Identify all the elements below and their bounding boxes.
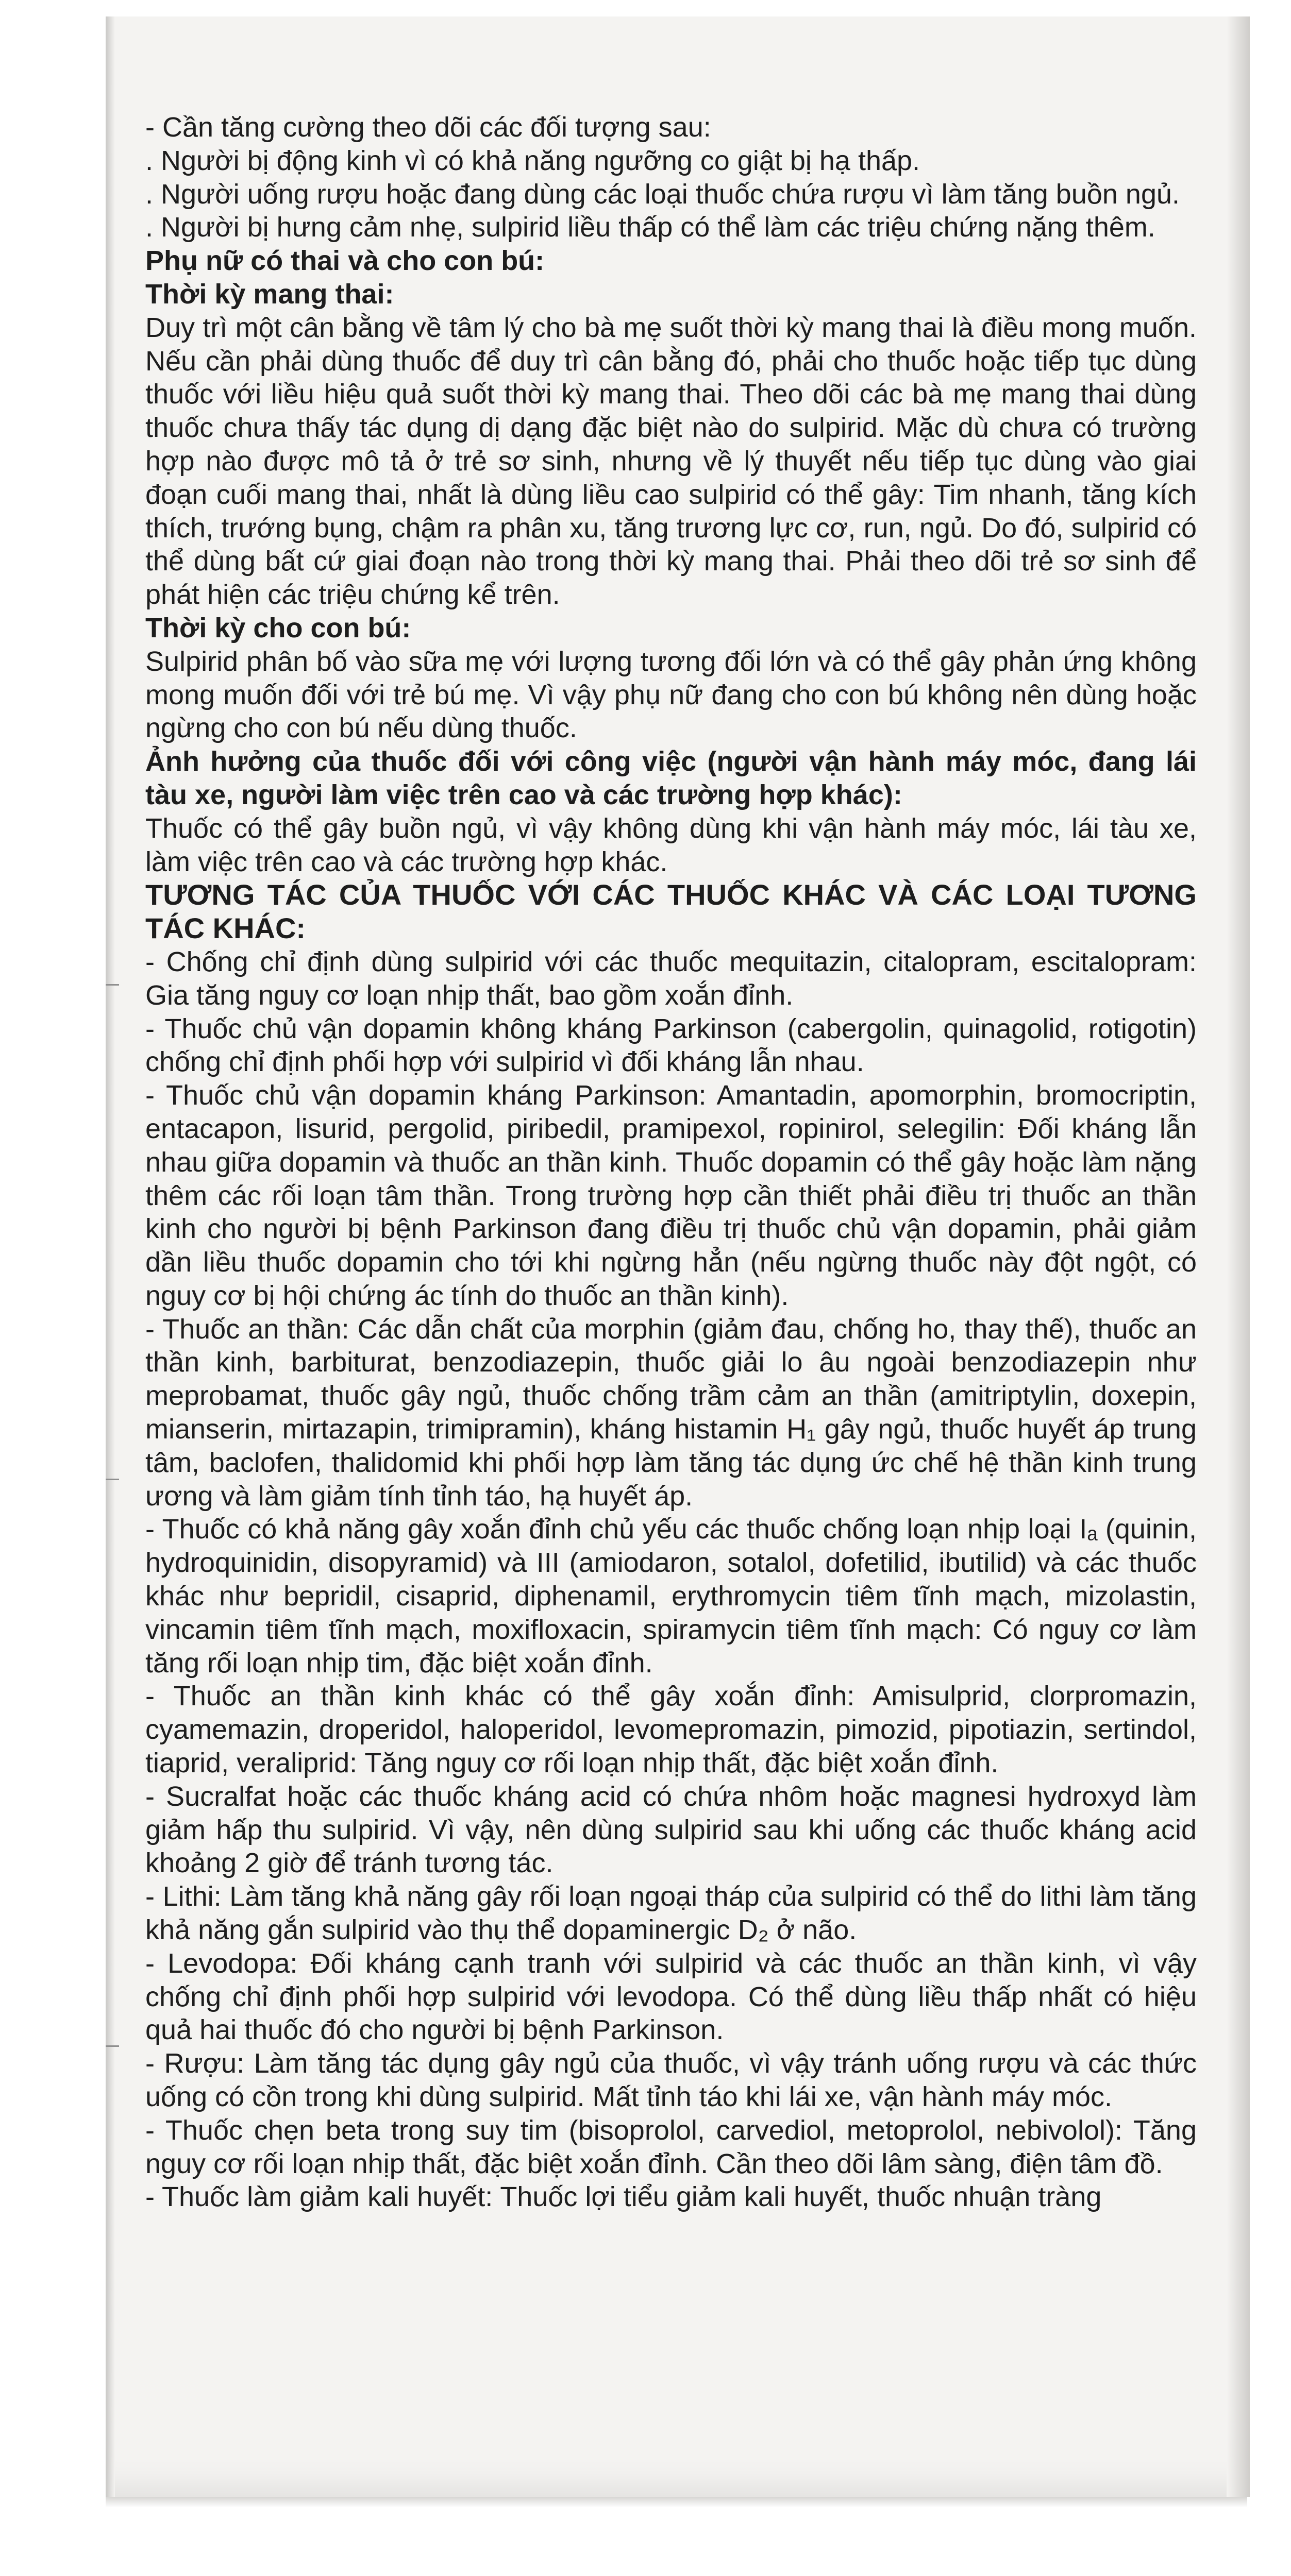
- interaction-item: - Thuốc chẹn beta trong suy tim (bisoprolol, carvediol, metoprolol, nebivolol): Tăng nguy cơ rối loạn nhịp thất, đặc biệt xoắn đỉnh. Cần theo dõi lâm sàng, điện tâm đồ.: [145, 2114, 1197, 2179]
- interaction-item: - Thuốc chủ vận dopamin không kháng Parkinson (cabergolin, quinagolid, rotigotin) chống chỉ định phối hợp với sulpirid vì đối kháng lẫn nhau.: [145, 1013, 1197, 1078]
- interaction-item: - Thuốc chủ vận dopamin kháng Parkinson: Amantadin, apomorphin, bromocriptin, entacapon, lisurid, pergolid, piribedil, pramipexol, ropinirol, selegilin: Đối kháng lẫn nhau giữa dopamin và thuốc an thần kinh. Thuốc dopamin có thể gây hoặc làm nặng thêm các rối loạn tâm thần. Trong trường hợp cần thiết phải điều trị thuốc an thần kinh cho người bị bệnh Parkinson đang điều trị thuốc chủ vận dopamin, phải giảm dần liều thuốc dopamin cho tới khi ngừng hẳn (nếu ngừng thuốc này đột ngột, có nguy cơ bị hội chứng ác tính do thuốc an thần kinh).: [145, 1080, 1197, 1311]
- text-line: . Người bị động kinh vì có khả năng ngưỡng co giật bị hạ thấp.: [145, 145, 920, 176]
- interaction-item: - Levodopa: Đối kháng cạnh tranh với sulpirid và các thuốc an thần kinh, vì vậy chống chỉ định phối hợp sulpirid với levodopa. Có thể dùng liều thấp nhất có hiệu quả hai thuốc đó cho người bị bệnh Parkinson.: [145, 1947, 1197, 2046]
- interaction-item: - Chống chỉ định dùng sulpirid với các thuốc mequitazin, citalopram, escitalopram: Gia tăng nguy cơ loạn nhịp thất, bao gồm xoắn đỉnh.: [145, 946, 1197, 1011]
- subsection-heading: Thời kỳ mang thai:: [145, 278, 394, 310]
- interaction-item: - Thuốc an thần: Các dẫn chất của morphin (giảm đau, chống ho, thay thế), thuốc an thần kinh, barbiturat, benzodiazepin, thuốc giải lo âu ngoài benzodiazepin như meprobamat, thuốc gây ngủ, thuốc chống trầm cảm an thần (amitriptylin, doxepin, mianserin, mirtazapin, trimipramin), kháng histamin H₁ gây ngủ, thuốc huyết áp trung tâm, baclofen, thalidomid khi phối hợp làm tăng tác dụng ức chế hệ thần kinh trung ương và làm giảm tính tỉnh táo, hạ huyết áp.: [145, 1313, 1197, 1512]
- section-heading: Phụ nữ có thai và cho con bú:: [145, 245, 545, 277]
- interaction-item: - Rượu: Làm tăng tác dụng gây ngủ của thuốc, vì vậy tránh uống rượu và các thức uống có cồn trong khi dùng sulpirid. Mất tỉnh táo khi lái xe, vận hành máy móc.: [145, 2048, 1197, 2113]
- interaction-item: - Thuốc làm giảm kali huyết: Thuốc lợi tiểu giảm kali huyết, thuốc nhuận tràng: [145, 2181, 1102, 2213]
- section-heading-uppercase: TƯƠNG TÁC CỦA THUỐC VỚI CÁC THUỐC KHÁC VÀ CÁC LOẠI TƯƠNG TÁC KHÁC:: [145, 878, 1197, 945]
- interaction-item: - Thuốc có khả năng gây xoắn đỉnh chủ yếu các thuốc chống loạn nhịp loại Iₐ (quinin, hydroquinidin, disopyramid) và III (amiodaron, sotalol, dofetilid, ibutilid) và các thuốc khác như bepridil, cisaprid, diphenamil, erythromycin tiêm tĩnh mạch, mizolastin, vincamin tiêm tĩnh mạch, moxifloxacin, spiramycin tiêm tĩnh mạch: Có nguy cơ làm tăng rối loạn nhịp tim, đặc biệt xoắn đỉnh.: [145, 1514, 1197, 1679]
- text-line: - Cần tăng cường theo dõi các đối tượng sau:: [145, 112, 711, 143]
- edge-mark: [106, 1479, 119, 1480]
- edge-mark: [106, 984, 119, 986]
- edge-mark: [106, 2045, 119, 2047]
- subsection-heading: Thời kỳ cho con bú:: [145, 612, 411, 643]
- interaction-item: - Thuốc an thần kinh khác có thể gây xoắn đỉnh: Amisulprid, clorpromazin, cyamemazin, droperidol, haloperidol, levomepromazin, pimozid, pipotiazin, sertindol, tiaprid, veraliprid: Tăng nguy cơ rối loạn nhịp thất, đặc biệt xoắn đỉnh.: [145, 1681, 1197, 1779]
- page-bottom-edge: [106, 2497, 1247, 2507]
- paragraph: Duy trì một cân bằng về tâm lý cho bà mẹ suốt thời kỳ mang thai là điều mong muốn. Nếu cần phải dùng thuốc để duy trì cân bằng đó, phải cho thuốc hoặc tiếp tục dùng thuốc với liều hiệu quả suốt thời kỳ mang thai. Theo dõi các bà mẹ mang thai dùng thuốc chưa thấy tác dụng dị dạng đặc biệt nào do sulpirid. Mặc dù chưa có trường hợp nào được mô tả ở trẻ sơ sinh, nhưng về lý thuyết nếu tiếp tục dùng vào giai đoạn cuối mang thai, nhất là dùng liều cao sulpirid có thể gây: Tim nhanh, tăng kích thích, trướng bụng, chậm ra phân xu, tăng trương lực cơ, run, ngủ. Do đó, sulpirid có thể dùng bất cứ giai đoạn nào trong thời kỳ mang thai. Phải theo dõi trẻ sơ sinh để phát hiện các triệu chứng kể trên.: [145, 312, 1197, 611]
- interaction-item: - Lithi: Làm tăng khả năng gây rối loạn ngoại tháp của sulpirid có thể do lithi làm tăng khả năng gắn sulpirid vào thụ thể dopaminergic D₂ ở não.: [145, 1881, 1197, 1946]
- text-line: . Người bị hưng cảm nhẹ, sulpirid liều thấp có thể làm các triệu chứng nặng thêm.: [145, 212, 1155, 243]
- interaction-item: - Sucralfat hoặc các thuốc kháng acid có chứa nhôm hoặc magnesi hydroxyd làm giảm hấp thu sulpirid. Vì vậy, nên dùng sulpirid sau khi uống các thuốc kháng acid khoảng 2 giờ để tránh tương tác.: [145, 1781, 1197, 1879]
- leaflet-text: [145, 111, 1197, 2214]
- paragraph: Thuốc có thể gây buồn ngủ, vì vậy không dùng khi vận hành máy móc, lái tàu xe, làm việc trên cao và các trường hợp khác.: [145, 812, 1197, 877]
- page-right-edge: [1227, 16, 1250, 2497]
- paragraph: Sulpirid phân bố vào sữa mẹ với lượng tương đối lớn và có thể gây phản ứng không mong muốn đối với trẻ bú mẹ. Vì vậy phụ nữ đang cho con bú không nên dùng hoặc ngừng cho con bú nếu dùng thuốc.: [145, 646, 1197, 744]
- text-line: . Người uống rượu hoặc đang dùng các loại thuốc chứa rượu vì làm tăng buồn ngủ.: [145, 178, 1180, 210]
- page-left-edge: [106, 16, 115, 2497]
- section-heading: Ảnh hưởng của thuốc đối với công việc (người vận hành máy móc, đang lái tàu xe, người làm việc trên cao và các trường hợp khác):: [145, 746, 1197, 810]
